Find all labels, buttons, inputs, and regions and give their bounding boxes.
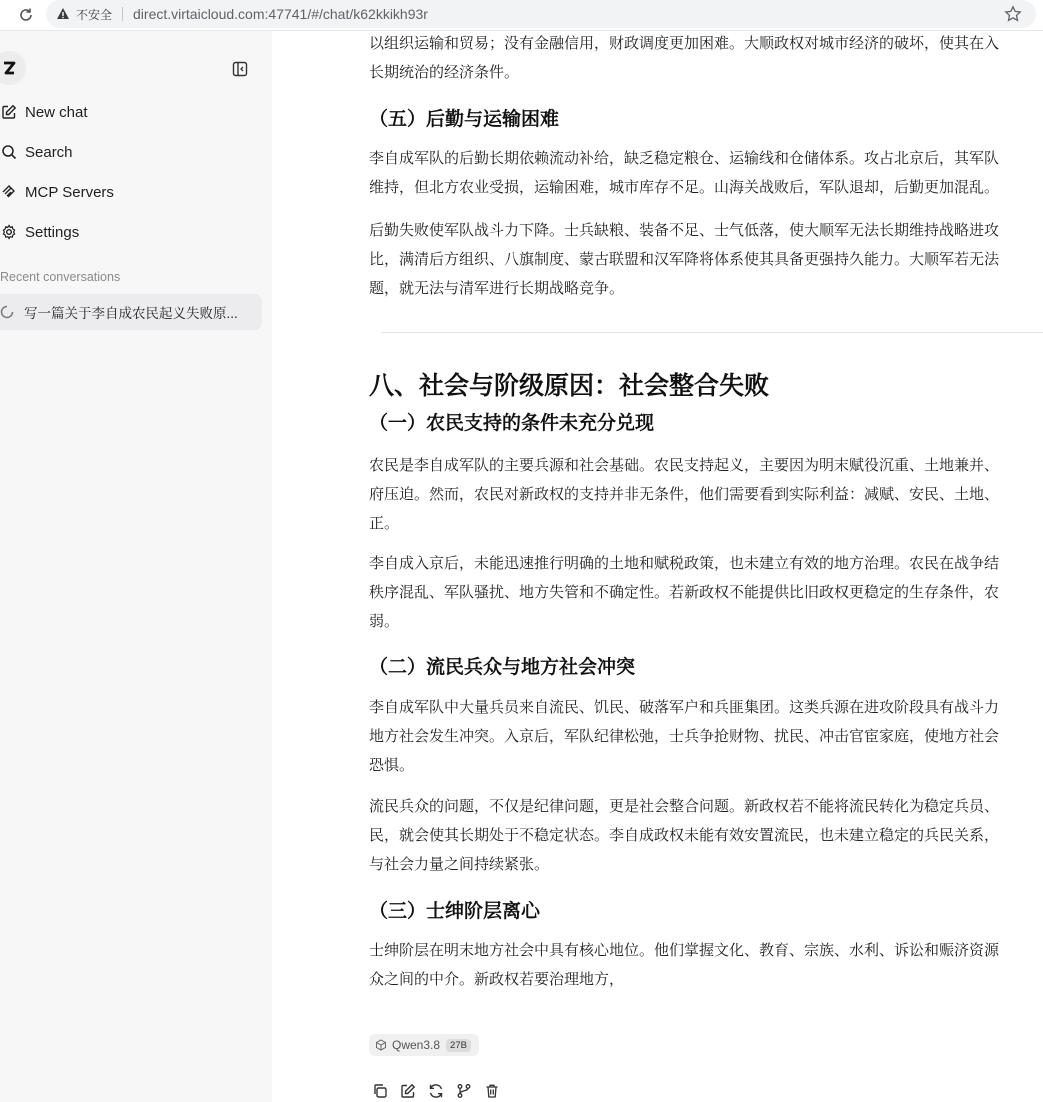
paragraph bbox=[369, 144, 1043, 202]
paragraph bbox=[369, 549, 1043, 636]
section-heading: （二）流民兵众与地方社会冲突 bbox=[369, 657, 636, 678]
sidebar-item-label: MCP Servers bbox=[25, 183, 114, 201]
model-size-badge: 27B bbox=[446, 1039, 471, 1052]
text-line: 题，就无法与清军进行长期战略竞争。 bbox=[369, 280, 625, 297]
collapse-sidebar-icon[interactable] bbox=[230, 59, 250, 79]
sidebar bbox=[0, 31, 272, 1102]
loading-spinner-icon bbox=[0, 304, 16, 320]
chat-main bbox=[272, 31, 1043, 1102]
text-line: 李自成入京后，未能迅速推行明确的土地和赋税政策，也未建立有效的地方治理。农民在战争结 bbox=[369, 555, 1000, 572]
text-line: 众之间的中介。新政权若要治理地方， bbox=[369, 971, 625, 988]
conversation-item[interactable] bbox=[0, 294, 262, 330]
paragraph bbox=[369, 693, 1043, 780]
branch-icon[interactable] bbox=[455, 1082, 473, 1100]
text-line: 农民是李自成军队的主要兵源和社会基础。农民支持起义，主要因为明末赋役沉重、土地兼并、 bbox=[369, 457, 1000, 474]
model-name: Qwen3.8 bbox=[392, 1038, 441, 1052]
cube-icon bbox=[375, 1039, 387, 1051]
recent-conversations-heading: Recent conversations bbox=[0, 270, 121, 284]
chapter-heading: 八、社会与阶级原因：社会整合失败 bbox=[369, 372, 770, 400]
warning-icon bbox=[56, 6, 72, 22]
text-line: 恐惧。 bbox=[369, 757, 415, 774]
address-bar[interactable] bbox=[46, 0, 1036, 28]
sidebar-item-label: Settings bbox=[25, 223, 80, 241]
edit-icon bbox=[0, 103, 18, 121]
bookmark-star-icon[interactable] bbox=[1004, 5, 1022, 28]
paragraph bbox=[369, 936, 1043, 994]
edit-icon[interactable] bbox=[399, 1082, 417, 1100]
browser-toolbar bbox=[0, 0, 1043, 31]
text-line: 维持，但北方农业受损，运输困难，城市库存不足。山海关战败后，军队退却，后勤更加混乱。 bbox=[369, 179, 1000, 196]
paragraph bbox=[369, 451, 1043, 538]
copy-icon[interactable] bbox=[371, 1082, 389, 1100]
divider bbox=[381, 332, 1043, 333]
sidebar-item-new-chat[interactable] bbox=[0, 98, 260, 126]
url-text[interactable]: direct.virtaicloud.com:47741/#/chat/k62kkikh93r bbox=[133, 6, 428, 22]
regenerate-icon[interactable] bbox=[427, 1082, 445, 1100]
section-heading: （一）农民支持的条件未充分兑现 bbox=[369, 413, 655, 434]
url-separator bbox=[122, 7, 123, 21]
search-icon bbox=[0, 143, 18, 161]
model-badge bbox=[369, 1034, 479, 1056]
conversation-title: 写一篇关于李自成农民起义失败原... bbox=[24, 306, 238, 321]
text-line: 士绅阶层在明末地方社会中具有核心地位。他们掌握文化、教育、宗族、水利、诉讼和赈济资源 bbox=[369, 942, 1000, 959]
app-logo-icon[interactable] bbox=[0, 51, 26, 85]
sidebar-item-label: New chat bbox=[25, 103, 88, 121]
sidebar-item-label: Search bbox=[25, 143, 73, 161]
paragraph bbox=[369, 31, 1043, 87]
text-line: 正。 bbox=[369, 515, 400, 532]
not-secure-label[interactable]: 不安全 bbox=[76, 7, 113, 22]
paragraph bbox=[369, 792, 1043, 879]
sidebar-item-mcp-servers[interactable] bbox=[0, 178, 260, 206]
sidebar-item-settings[interactable] bbox=[0, 218, 260, 246]
text-line: 后勤失败使军队战斗力下降。士兵缺粮、装备不足、士气低落，使大顺军无法长期维持战略进攻 bbox=[369, 222, 1000, 239]
text-line: 李自成军队中大量兵员来自流民、饥民、破落军户和兵匪集团。这类兵源在进攻阶段具有战斗力 bbox=[369, 699, 1000, 716]
text-line: 民，就会使其长期处于不稳定状态。李自成政权未能有效安置流民，也未建立稳定的兵民关系， bbox=[369, 827, 1000, 844]
message-actions bbox=[371, 1082, 501, 1100]
text-line: 秩序混乱、军队骚扰、地方失管和不确定性。若新政权不能提供比旧政权更稳定的生存条件，农 bbox=[369, 584, 1000, 601]
text-line: 李自成军队的后勤长期依赖流动补给，缺乏稳定粮仓、运输线和仓储体系。攻占北京后，其军队 bbox=[369, 150, 1000, 167]
delete-icon[interactable] bbox=[483, 1082, 501, 1100]
text-line: 府压迫。然而，农民对新政权的支持并非无条件，他们需要看到实际利益：减赋、安民、土地、 bbox=[369, 486, 1000, 503]
section-heading: （五）后勤与运输困难 bbox=[369, 109, 560, 130]
text-line: 以组织运输和贸易；没有金融信用，财政调度更加困难。大顺政权对城市经济的破坏，使其在入 bbox=[369, 35, 1000, 52]
text-line: 弱。 bbox=[369, 613, 400, 630]
gear-icon bbox=[0, 223, 18, 241]
text-line: 比，满清后方组织、八旗制度、蒙古联盟和汉军降将体系使其具备更强持久能力。大顺军若无法 bbox=[369, 251, 1000, 268]
text-line: 长期统治的经济条件。 bbox=[369, 64, 520, 81]
sidebar-item-search[interactable] bbox=[0, 138, 260, 166]
mcp-icon bbox=[0, 183, 18, 201]
text-line: 与社会力量之间持续紧张。 bbox=[369, 856, 550, 873]
section-heading: （三）士绅阶层离心 bbox=[369, 901, 541, 922]
reload-icon[interactable] bbox=[16, 5, 36, 25]
text-line: 流民兵众的问题，不仅是纪律问题，更是社会整合问题。新政权若不能将流民转化为稳定兵员、 bbox=[369, 798, 1000, 815]
text-line: 地方社会发生冲突。入京后，军队纪律松弛，士兵争抢财物、扰民、冲击官宦家庭，使地方社会 bbox=[369, 728, 1000, 745]
paragraph bbox=[369, 216, 1043, 303]
